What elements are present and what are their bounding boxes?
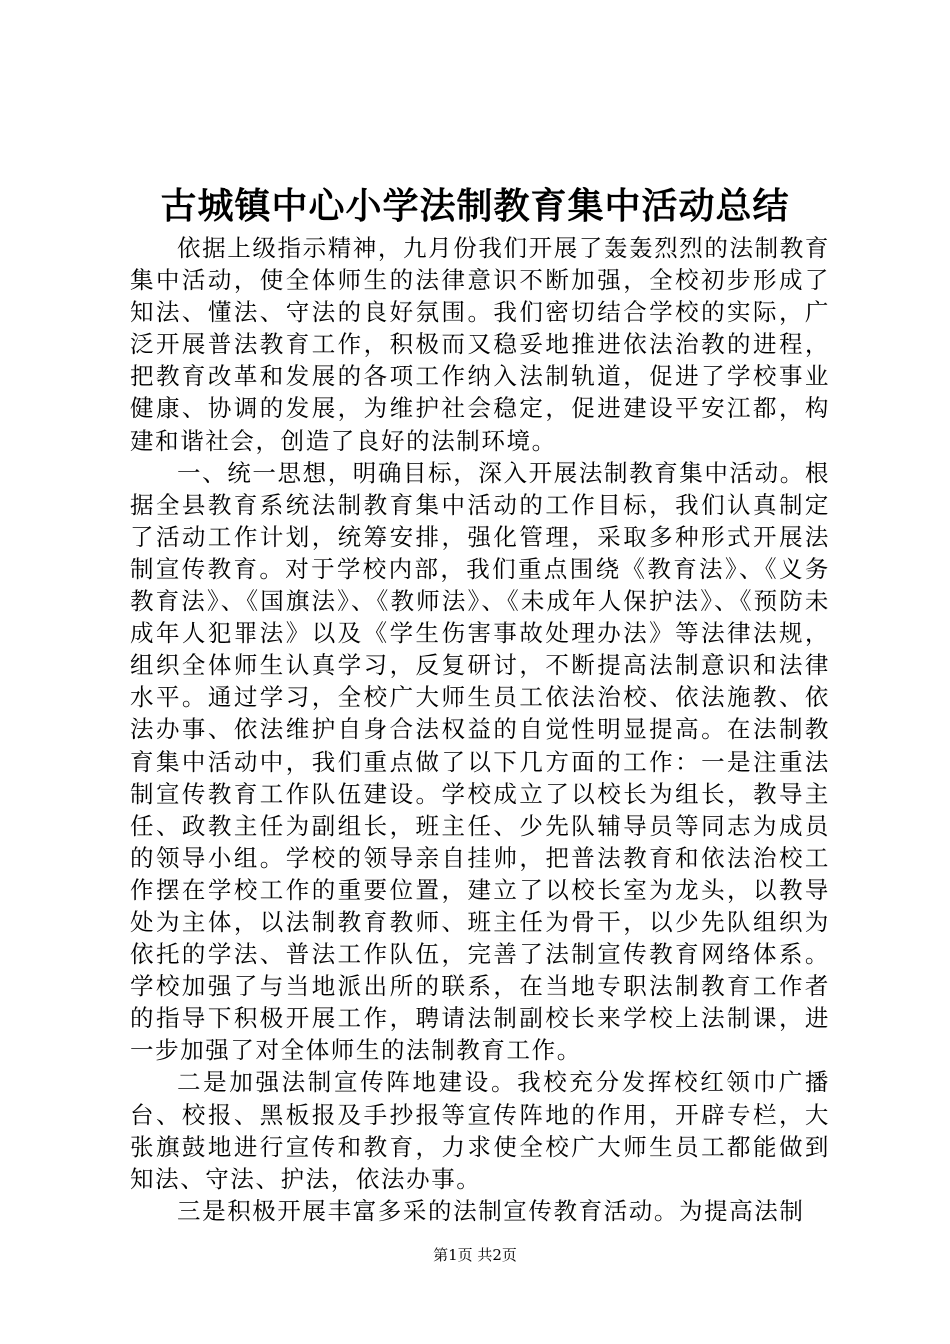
page-number-footer: 第1页 共2页: [433, 1246, 517, 1264]
document-title: 古城镇中心小学法制教育集中活动总结: [160, 186, 790, 227]
paragraph-point-two: 二是加强法制宣传阵地建设。我校充分发挥校红领巾广播台、校报、黑板报及手抄报等宣传阵地的作用，开辟专栏，大张旗鼓地进行宣传和教育，力求使全校广大师生员工都能做到知法、守法、护法，依法办事。: [130, 1068, 830, 1193]
document-body: [130, 232, 830, 1227]
paragraph-point-three: 三是积极开展丰富多采的法制宣传教育活动。为提高法制: [177, 1196, 805, 1225]
paragraph-section-one: 一、统一思想，明确目标，深入开展法制教育集中活动。根据全县教育系统法制教育集中活动的工作目标，我们认真制定了活动工作计划，统筹安排，强化管理，采取多种形式开展法制宣传教育。对于学校内部，我们重点围绕《教育法》、《义务教育法》、《国旗法》、《教师法》、《未成年人保护法》、《预防未成年人犯罪法》以及《学生伤害事故处理办法》等法律法规，组织全体师生认真学习，反复研讨，不断提高法制意识和法律水平。通过学习，全校广大师生员工依法治校、依法施教、依法办事、依法维护自身合法权益的自觉性明显提高。在法制教育集中活动中，我们重点做了以下几方面的工作：一是注重法制宣传教育工作队伍建设。学校成立了以校长为组长，教导主任、政教主任为副组长，班主任、少先队辅导员等同志为成员的领导小组。学校的领导亲自挂帅，把普法教育和依法治校工作摆在学校工作的重要位置，建立了以校长室为龙头，以教导处为主体，以法制教育教师、班主任为骨干，以少先队组织为依托的学法、普法工作队伍，完善了法制宣传教育网络体系。学校加强了与当地派出所的联系，在当地专职法制教育工作者的指导下积极开展工作，聘请法制副校长来学校上法制课，进一步加强了对全体师生的法制教育工作。: [130, 458, 830, 1065]
paragraph-intro: 依据上级指示精神，九月份我们开展了轰轰烈烈的法制教育集中活动，使全体师生的法律意识不断加强，全校初步形成了知法、懂法、守法的良好氛围。我们密切结合学校的实际，广泛开展普法教育工作，积极而又稳妥地推进依法治教的进程，把教育改革和发展的各项工作纳入法制轨道，促进了学校事业健康、协调的发展，为维护社会稳定，促进建设平安江都，构建和谐社会，创造了良好的法制环境。: [130, 234, 830, 455]
